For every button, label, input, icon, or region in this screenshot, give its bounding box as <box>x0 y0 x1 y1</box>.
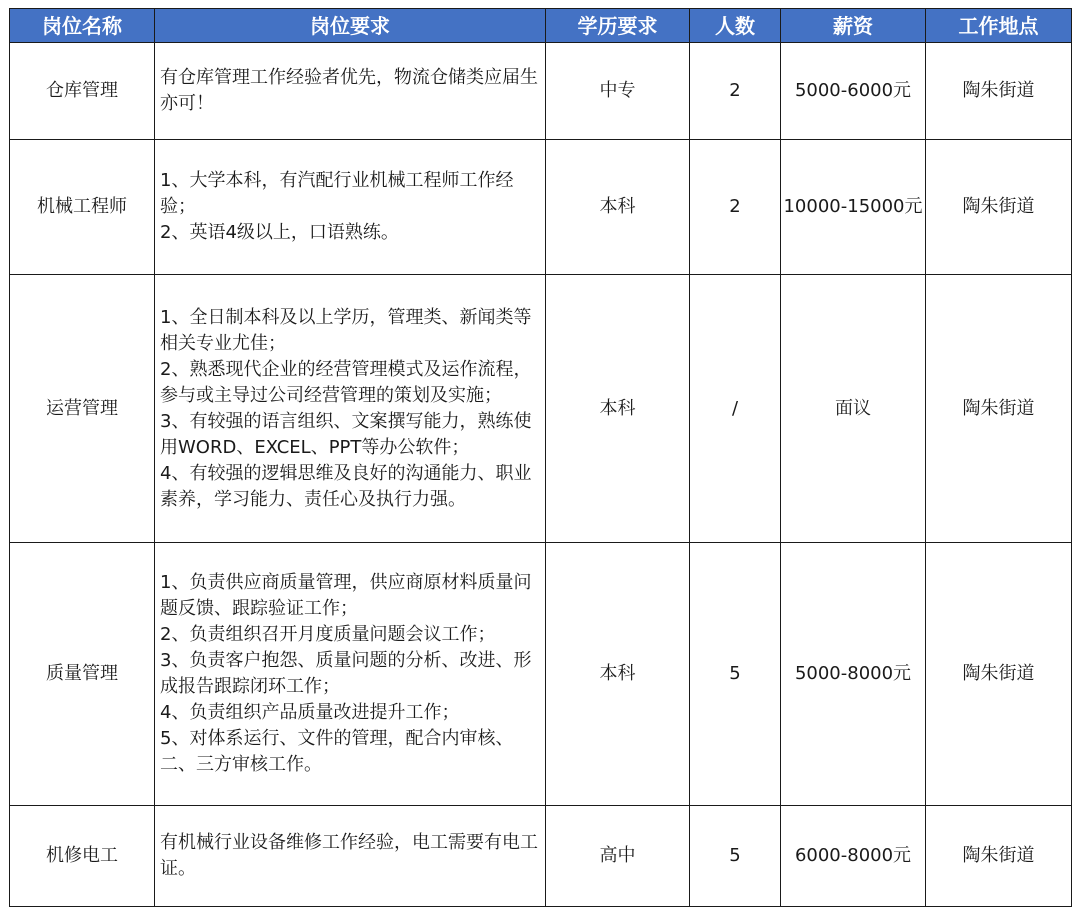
headcount-cell: / <box>690 275 781 543</box>
table-row <box>10 140 1072 275</box>
education-cell: 本科 <box>546 275 690 543</box>
education-cell: 本科 <box>546 140 690 275</box>
table-row <box>10 43 1072 140</box>
location-cell: 陶朱街道 <box>926 43 1072 140</box>
education-cell: 本科 <box>546 543 690 806</box>
column-header-headcount: 人数 <box>690 9 781 43</box>
education-cell: 高中 <box>546 806 690 907</box>
requirements-cell: 有仓库管理工作经验者优先，物流仓储类应届生亦可！ <box>155 43 546 140</box>
position-cell: 机修电工 <box>10 806 155 907</box>
salary-cell: 6000-8000元 <box>781 806 926 907</box>
position-cell: 机械工程师 <box>10 140 155 275</box>
headcount-cell: 5 <box>690 543 781 806</box>
salary-cell: 面议 <box>781 275 926 543</box>
headcount-cell: 2 <box>690 43 781 140</box>
location-cell: 陶朱街道 <box>926 275 1072 543</box>
column-header-position: 岗位名称 <box>10 9 155 43</box>
salary-cell: 5000-8000元 <box>781 543 926 806</box>
job-listing-table <box>9 8 1072 907</box>
job-table-container <box>9 8 1072 907</box>
column-header-location: 工作地点 <box>926 9 1072 43</box>
requirements-cell: 1、负责供应商质量管理，供应商原材料质量问题反馈、跟踪验证工作； 2、负责组织召开月度质量问题会议工作； 3、负责客户抱怨、质量问题的分析、改进、形成报告跟踪闭环工作； 4、负责组织产品质量改进提升工作； 5、对体系运行、文件的管理，配合内审核、二、三方审核工作。 <box>155 543 546 806</box>
location-cell: 陶朱街道 <box>926 140 1072 275</box>
requirements-cell: 1、大学本科，有汽配行业机械工程师工作经验； 2、英语4级以上，口语熟练。 <box>155 140 546 275</box>
salary-cell: 5000-6000元 <box>781 43 926 140</box>
column-header-education: 学历要求 <box>546 9 690 43</box>
headcount-cell: 5 <box>690 806 781 907</box>
table-row <box>10 275 1072 543</box>
position-cell: 运营管理 <box>10 275 155 543</box>
column-header-requirements: 岗位要求 <box>155 9 546 43</box>
location-cell: 陶朱街道 <box>926 543 1072 806</box>
location-cell: 陶朱街道 <box>926 806 1072 907</box>
table-header-row <box>10 9 1072 43</box>
position-cell: 仓库管理 <box>10 43 155 140</box>
headcount-cell: 2 <box>690 140 781 275</box>
column-header-salary: 薪资 <box>781 9 926 43</box>
table-row <box>10 806 1072 907</box>
requirements-cell: 有机械行业设备维修工作经验，电工需要有电工证。 <box>155 806 546 907</box>
education-cell: 中专 <box>546 43 690 140</box>
requirements-cell: 1、全日制本科及以上学历，管理类、新闻类等相关专业尤佳； 2、熟悉现代企业的经营管理模式及运作流程，参与或主导过公司经营管理的策划及实施； 3、有较强的语言组织、文案撰写能力，熟练使用WORD、EXCEL、PPT等办公软件； 4、有较强的逻辑思维及良好的沟通能力、职业素养，学习能力、责任心及执行力强。 <box>155 275 546 543</box>
table-row <box>10 543 1072 806</box>
salary-cell: 10000-15000元 <box>781 140 926 275</box>
position-cell: 质量管理 <box>10 543 155 806</box>
